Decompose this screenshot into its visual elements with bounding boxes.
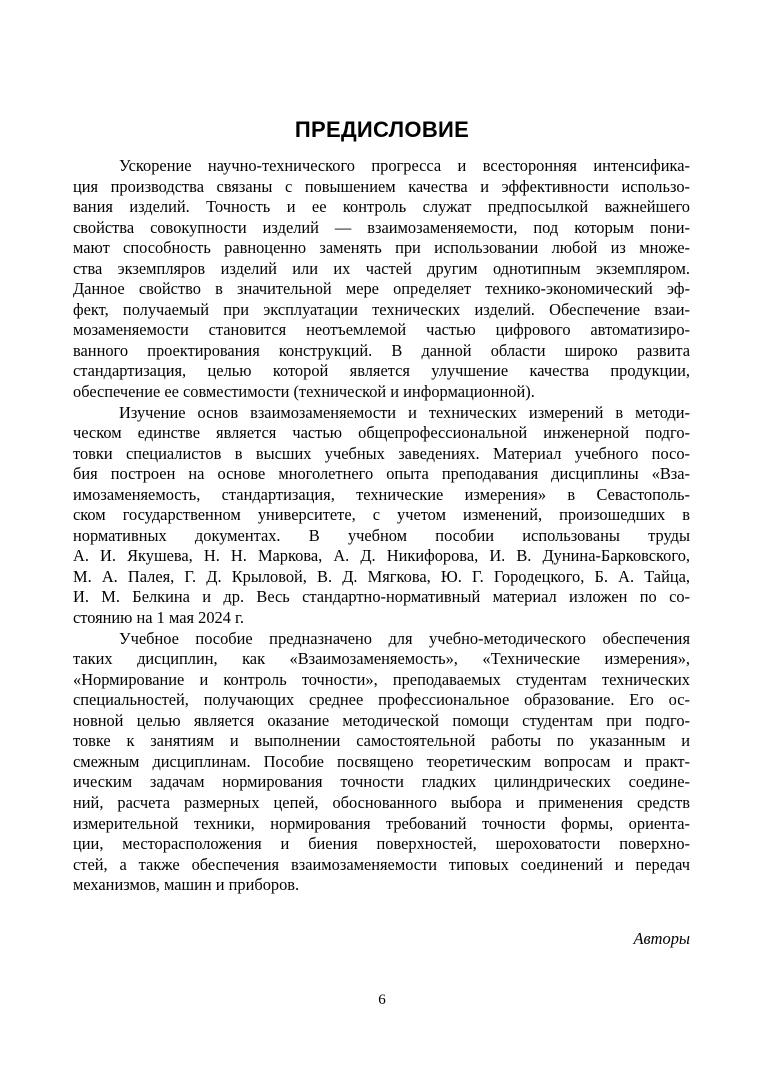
text-line: фект, получаемый при эксплуатации технических изделий. Обеспечение взаи-: [73, 299, 690, 319]
page-number: 6: [378, 992, 386, 1008]
text-line: обеспечение ее совместимости (технической и информационной).: [73, 382, 535, 402]
text-line: новной целью является оказание методической помощи студентам при подго-: [73, 710, 690, 730]
text-line: нормативных документах. В учебном пособии использованы труды: [73, 525, 690, 545]
text-line: имозаменяемость, стандартизация, технические измерения» в Севастополь-: [73, 484, 690, 504]
text-line: Изучение основ взаимозаменяемости и технических измерений в методи-: [119, 402, 690, 422]
preface-text: [73, 156, 690, 896]
text-line: мают способность равноценно заменять при использовании любой из множе-: [73, 238, 690, 258]
paragraph-1: [73, 156, 690, 403]
paragraph-3: [73, 629, 690, 896]
page-title: ПРЕДИСЛОВИЕ: [294, 117, 470, 142]
text-line: стоянию на 1 мая 2024 г.: [73, 608, 244, 628]
text-line: смежным дисциплинам. Пособие посвящено теоретическим вопросам и практ-: [73, 751, 690, 771]
text-line: М. А. Палея, Г. Д. Крыловой, В. Д. Мягкова, Ю. Г. Городецкого, Б. А. Тайца,: [73, 566, 690, 586]
text-line: Учебное пособие предназначено для учебно-методического обеспечения: [119, 628, 690, 648]
text-line: свойства совокупности изделий — взаимозаменяемости, под которым пони-: [73, 217, 690, 237]
text-line: И. М. Белкина и др. Весь стандартно-нормативный материал изложен по со-: [73, 587, 690, 607]
text-line: механизмов, машин и приборов.: [73, 875, 300, 895]
text-line: стандартизация, целью которой является улучшение качества продукции,: [73, 361, 690, 381]
text-line: Данное свойство в значительной мере определяет технико-экономический эф-: [73, 279, 690, 299]
text-line: А. И. Якушева, Н. Н. Маркова, А. Д. Никифорова, И. В. Дунина-Барковского,: [73, 546, 690, 566]
authors-signature: Авторы: [633, 929, 690, 948]
text-line: товке к занятиям и выполнении самостоятельной работы по указанным и: [73, 731, 690, 751]
text-line: ском государственном университете, с учетом изменений, произошедших в: [73, 505, 690, 525]
text-line: «Нормирование и контроль точности», преподаваемых студентам технических: [73, 669, 690, 689]
text-line: таких дисциплин, как «Взаимозаменяемость», «Технические измерения»,: [73, 649, 690, 669]
text-line: стей, а также обеспечения взаимозаменяемости типовых соединений и передач: [73, 854, 690, 874]
text-line: бия построен на основе многолетнего опыта преподавания дисциплины «Вза-: [73, 464, 690, 484]
text-line: ческом единстве является частью общепрофессиональной инженерной подго-: [73, 423, 690, 443]
text-line: измерительной техники, нормирования требований точности формы, ориента-: [73, 813, 690, 833]
text-line: специальностей, получающих среднее профессиональное образование. Его ос-: [73, 690, 690, 710]
text-line: вания изделий. Точность и ее контроль служат предпосылкой важнейшего: [73, 197, 690, 217]
paragraph-2: [73, 403, 690, 629]
text-line: мозаменяемости становится неотъемлемой частью цифрового автоматизиро-: [73, 320, 690, 340]
text-line: Ускорение научно-технического прогресса и всесторонняя интенсифика-: [119, 156, 690, 175]
text-line: ическим задачам нормирования точности гладких цилиндрических соедине-: [73, 772, 690, 792]
text-line: ции, месторасположения и биения поверхностей, шероховатости поверхно-: [73, 834, 690, 854]
text-line: ний, расчета размерных цепей, обоснованного выбора и применения средств: [73, 792, 690, 812]
text-line: ства экземпляров изделий или их частей другим однотипным экземпляром.: [73, 258, 690, 278]
text-line: товки специалистов в высших учебных заведениях. Материал учебного посо-: [73, 443, 690, 463]
text-line: ция производства связаны с повышением качества и эффективности использо-: [73, 176, 690, 196]
text-line: ванного проектирования конструкций. В данной области широко развита: [73, 340, 690, 360]
